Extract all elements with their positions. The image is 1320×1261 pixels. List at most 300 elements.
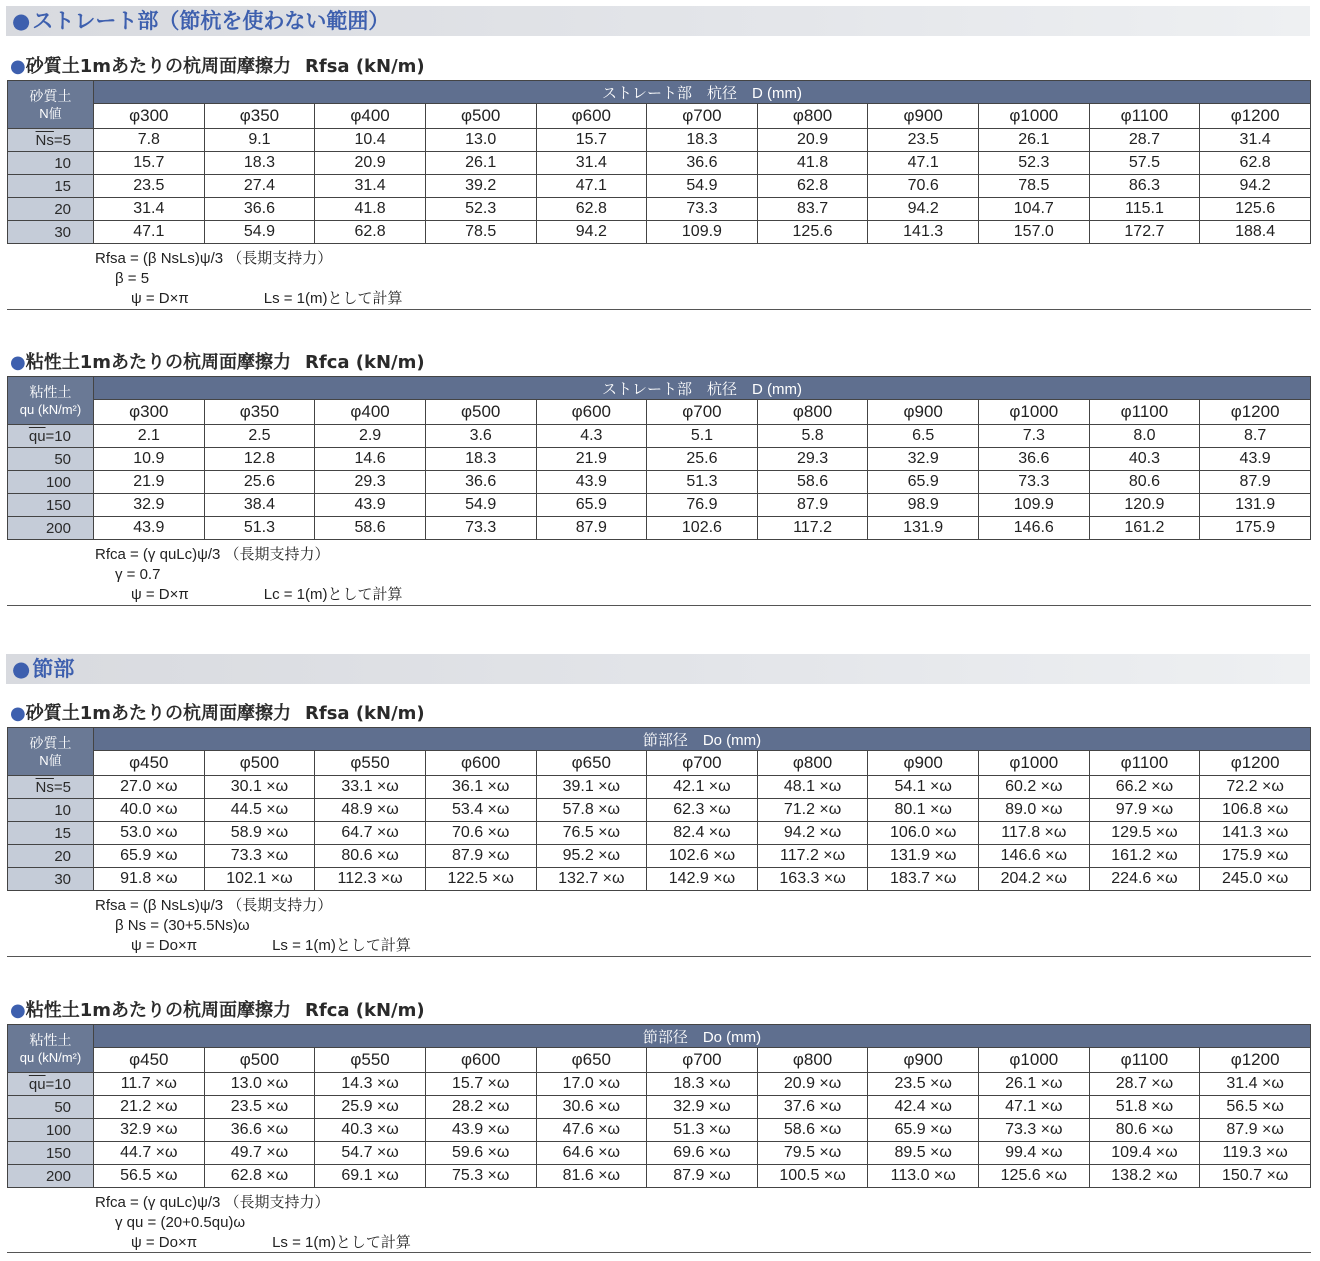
table-cell: 3.6 bbox=[425, 425, 536, 448]
row-label: 15 bbox=[8, 175, 94, 198]
table-cell: 36.6 bbox=[204, 198, 315, 221]
table-cell: 8.0 bbox=[1089, 425, 1200, 448]
table-cell: 40.0 ×ω bbox=[94, 799, 205, 822]
table-row bbox=[8, 1142, 1311, 1165]
table-cell: 43.9 bbox=[94, 517, 205, 540]
diameter-header: φ650 bbox=[536, 751, 647, 776]
diameter-header: φ800 bbox=[757, 400, 868, 425]
soil-type-label: 粘性土 bbox=[29, 1031, 72, 1048]
table-cell: 36.6 bbox=[647, 152, 758, 175]
table-cell: 65.9 ×ω bbox=[94, 845, 205, 868]
table-cell: 69.1 ×ω bbox=[315, 1165, 426, 1188]
table-cell: 23.5 bbox=[868, 129, 979, 152]
header-row bbox=[8, 81, 1311, 104]
formula-line: ψ = D×π Ls = 1(m)として計算 bbox=[131, 290, 403, 307]
soil-index-label: N値 bbox=[39, 752, 62, 768]
diameter-header: φ1000 bbox=[979, 400, 1090, 425]
row-label: 50 bbox=[8, 448, 94, 471]
table-cell: 36.6 bbox=[425, 471, 536, 494]
table-cell: 43.9 bbox=[536, 471, 647, 494]
table-cell: 76.5 ×ω bbox=[536, 822, 647, 845]
table-cell: 26.1 bbox=[979, 129, 1090, 152]
table-cell: 54.7 ×ω bbox=[315, 1142, 426, 1165]
header-row bbox=[8, 377, 1311, 400]
table-cell: 146.6 ×ω bbox=[979, 845, 1090, 868]
bullet-icon: ● bbox=[10, 352, 26, 373]
diameter-header: φ1100 bbox=[1089, 400, 1200, 425]
table-cell: 62.8 bbox=[757, 175, 868, 198]
table-cell: 15.7 ×ω bbox=[425, 1073, 536, 1096]
table-cell: 175.9 ×ω bbox=[1200, 845, 1311, 868]
table-cell: 49.7 ×ω bbox=[204, 1142, 315, 1165]
table-cell: 40.3 bbox=[1089, 448, 1200, 471]
table-cell: 161.2 bbox=[1089, 517, 1200, 540]
table-cell: 70.6 bbox=[868, 175, 979, 198]
table-cell: 47.6 ×ω bbox=[536, 1119, 647, 1142]
table-cell: 94.2 ×ω bbox=[757, 822, 868, 845]
table-cell: 58.6 bbox=[757, 471, 868, 494]
diameter-header: φ1000 bbox=[979, 104, 1090, 129]
table-cell: 2.5 bbox=[204, 425, 315, 448]
formula-line: β Ns = (30+5.5Ns)ω bbox=[115, 917, 250, 934]
table-cell: 39.2 bbox=[425, 175, 536, 198]
table-cell: 73.3 ×ω bbox=[979, 1119, 1090, 1142]
table-cell: 62.8 bbox=[1200, 152, 1311, 175]
diameter-row bbox=[8, 1048, 1311, 1073]
table-cell: 52.3 bbox=[979, 152, 1090, 175]
diameter-header: φ500 bbox=[425, 104, 536, 129]
table-unit: Rfca (kN/m) bbox=[305, 352, 425, 373]
table-title bbox=[10, 55, 425, 79]
table-cell: 5.1 bbox=[647, 425, 758, 448]
table-cell: 14.3 ×ω bbox=[315, 1073, 426, 1096]
diameter-header: φ1100 bbox=[1089, 104, 1200, 129]
table-cell: 58.9 ×ω bbox=[204, 822, 315, 845]
table-cell: 109.9 bbox=[647, 221, 758, 244]
diameter-header: φ400 bbox=[315, 104, 426, 129]
diameter-header: φ500 bbox=[204, 1048, 315, 1073]
row-label: 30 bbox=[8, 868, 94, 891]
table-cell: 18.3 ×ω bbox=[647, 1073, 758, 1096]
diameter-header: φ450 bbox=[94, 751, 205, 776]
table-cell: 73.3 bbox=[647, 198, 758, 221]
table-cell: 94.2 bbox=[536, 221, 647, 244]
table-cell: 64.7 ×ω bbox=[315, 822, 426, 845]
table-row bbox=[8, 1096, 1311, 1119]
table-cell: 32.9 ×ω bbox=[94, 1119, 205, 1142]
table-cell: 141.3 bbox=[868, 221, 979, 244]
bullet-icon: ● bbox=[12, 9, 31, 33]
table-row bbox=[8, 129, 1311, 152]
table-cell: 78.5 bbox=[979, 175, 1090, 198]
table-cell: 56.5 ×ω bbox=[94, 1165, 205, 1188]
table-cell: 70.6 ×ω bbox=[425, 822, 536, 845]
table-cell: 42.4 ×ω bbox=[868, 1096, 979, 1119]
row-header-title bbox=[8, 1025, 94, 1073]
table-cell: 87.9 bbox=[1200, 471, 1311, 494]
table-cell: 163.3 ×ω bbox=[757, 868, 868, 891]
table-cell: 109.9 bbox=[979, 494, 1090, 517]
table-row bbox=[8, 517, 1311, 540]
table-title-text: 砂質土1mあたりの杭周面摩擦力 bbox=[25, 56, 291, 77]
table-cell: 89.5 ×ω bbox=[868, 1142, 979, 1165]
table-cell: 73.3 bbox=[979, 471, 1090, 494]
table-row bbox=[8, 175, 1311, 198]
table-title bbox=[10, 999, 425, 1023]
diameter-row bbox=[8, 751, 1311, 776]
table-cell: 51.3 ×ω bbox=[647, 1119, 758, 1142]
diameter-header: φ800 bbox=[757, 1048, 868, 1073]
table-cell: 51.8 ×ω bbox=[1089, 1096, 1200, 1119]
table-cell: 48.9 ×ω bbox=[315, 799, 426, 822]
table-cell: 73.3 ×ω bbox=[204, 845, 315, 868]
table-cell: 142.9 ×ω bbox=[647, 868, 758, 891]
table-cell: 131.9 bbox=[868, 517, 979, 540]
table-cell: 224.6 ×ω bbox=[1089, 868, 1200, 891]
row-header-title bbox=[8, 377, 94, 425]
table-cell: 65.9 ×ω bbox=[868, 1119, 979, 1142]
table-cell: 86.3 bbox=[1089, 175, 1200, 198]
row-label: 100 bbox=[8, 471, 94, 494]
table-cell: 65.9 bbox=[536, 494, 647, 517]
table-row bbox=[8, 1073, 1311, 1096]
table-cell: 175.9 bbox=[1200, 517, 1311, 540]
table-cell: 72.2 ×ω bbox=[1200, 776, 1311, 799]
table-row bbox=[8, 1119, 1311, 1142]
diameter-header: φ550 bbox=[315, 751, 426, 776]
table-unit: Rfca (kN/m) bbox=[305, 1000, 425, 1021]
bullet-icon: ● bbox=[10, 1000, 26, 1021]
table-cell: 157.0 bbox=[979, 221, 1090, 244]
table-cell: 54.1 ×ω bbox=[868, 776, 979, 799]
diameter-header: φ700 bbox=[647, 104, 758, 129]
table-cell: 83.7 bbox=[757, 198, 868, 221]
diameter-header: φ650 bbox=[536, 1048, 647, 1073]
table-cell: 31.4 bbox=[315, 175, 426, 198]
row-label: 150 bbox=[8, 1142, 94, 1165]
table-cell: 51.3 bbox=[204, 517, 315, 540]
table-cell: 47.1 bbox=[536, 175, 647, 198]
table-cell: 73.3 bbox=[425, 517, 536, 540]
formula-line: ψ = D×π Lc = 1(m)として計算 bbox=[131, 586, 403, 603]
table-row bbox=[8, 448, 1311, 471]
column-group-header: 節部径 Do (mm) bbox=[94, 728, 1311, 751]
table-cell: 43.9 ×ω bbox=[425, 1119, 536, 1142]
table-cell: 5.8 bbox=[757, 425, 868, 448]
diameter-row bbox=[8, 400, 1311, 425]
diameter-header: φ300 bbox=[94, 104, 205, 129]
table-cell: 99.4 ×ω bbox=[979, 1142, 1090, 1165]
table-cell: 29.3 bbox=[315, 471, 426, 494]
table-cell: 11.7 ×ω bbox=[94, 1073, 205, 1096]
diameter-header: φ300 bbox=[94, 400, 205, 425]
diameter-header: φ1200 bbox=[1200, 400, 1311, 425]
table-cell: 26.1 bbox=[425, 152, 536, 175]
row-label: 200 bbox=[8, 517, 94, 540]
diameter-header: φ600 bbox=[536, 400, 647, 425]
diameter-header: φ1200 bbox=[1200, 751, 1311, 776]
diameter-header: φ1100 bbox=[1089, 751, 1200, 776]
section-heading-straight: ●ストレート部（節杭を使わない範囲） bbox=[6, 6, 1310, 36]
formula-line: Rfca = (γ quLc)ψ/3 （長期支持力） bbox=[95, 546, 330, 563]
formula-line: β = 5 bbox=[115, 270, 150, 287]
table-cell: 106.0 ×ω bbox=[868, 822, 979, 845]
table-row bbox=[8, 425, 1311, 448]
diameter-header: φ800 bbox=[757, 104, 868, 129]
soil-type-label: 砂質土 bbox=[29, 734, 72, 751]
table-cell: 62.8 bbox=[315, 221, 426, 244]
table-cell: 52.3 bbox=[425, 198, 536, 221]
table-cell: 97.9 ×ω bbox=[1089, 799, 1200, 822]
diameter-header: φ1100 bbox=[1089, 1048, 1200, 1073]
table-cell: 32.9 bbox=[94, 494, 205, 517]
table-cell: 102.1 ×ω bbox=[204, 868, 315, 891]
table-cell: 120.9 bbox=[1089, 494, 1200, 517]
formula-line: γ qu = (20+0.5qu)ω bbox=[115, 1214, 246, 1231]
column-group-header: ストレート部 杭径 D (mm) bbox=[94, 377, 1311, 400]
table-cell: 87.9 ×ω bbox=[647, 1165, 758, 1188]
table-cell: 28.7 bbox=[1089, 129, 1200, 152]
table-cell: 76.9 bbox=[647, 494, 758, 517]
table-cell: 21.9 bbox=[536, 448, 647, 471]
formula-line: Rfca = (γ quLc)ψ/3 （長期支持力） bbox=[95, 1194, 330, 1211]
row-label: $\overline{qu}=10$ bbox=[8, 1073, 94, 1096]
table-cell: 27.4 bbox=[204, 175, 315, 198]
table-cell: 91.8 ×ω bbox=[94, 868, 205, 891]
table-cell: 60.2 ×ω bbox=[979, 776, 1090, 799]
table-cell: 98.9 bbox=[868, 494, 979, 517]
table-cell: 14.6 bbox=[315, 448, 426, 471]
table-cell: 13.0 ×ω bbox=[204, 1073, 315, 1096]
table-cell: 141.3 ×ω bbox=[1200, 822, 1311, 845]
table-cell: 48.1 ×ω bbox=[757, 776, 868, 799]
table-cell: 87.9 ×ω bbox=[425, 845, 536, 868]
section-divider bbox=[7, 605, 1311, 606]
row-label: 100 bbox=[8, 1119, 94, 1142]
diameter-header: φ800 bbox=[757, 751, 868, 776]
table-cell: 43.9 bbox=[1200, 448, 1311, 471]
soil-index-label: qu (kN/m²) bbox=[19, 401, 82, 417]
table-title-text: 砂質土1mあたりの杭周面摩擦力 bbox=[25, 703, 291, 724]
table-cell: 131.9 bbox=[1200, 494, 1311, 517]
table-cell: 38.4 bbox=[204, 494, 315, 517]
table-cell: 57.8 ×ω bbox=[536, 799, 647, 822]
diameter-header: φ1000 bbox=[979, 1048, 1090, 1073]
diameter-header: φ1200 bbox=[1200, 104, 1311, 129]
diameter-header: φ900 bbox=[868, 104, 979, 129]
table-cell: 23.5 bbox=[94, 175, 205, 198]
row-label: 150 bbox=[8, 494, 94, 517]
table-cell: 37.6 ×ω bbox=[757, 1096, 868, 1119]
formula-line: γ = 0.7 bbox=[115, 566, 161, 583]
column-group-header: ストレート部 杭径 D (mm) bbox=[94, 81, 1311, 104]
table-cell: 12.8 bbox=[204, 448, 315, 471]
formula-line: ψ = Do×π Ls = 1(m)として計算 bbox=[131, 1234, 411, 1251]
friction-table bbox=[7, 727, 1311, 891]
diameter-header: φ700 bbox=[647, 751, 758, 776]
table-row bbox=[8, 845, 1311, 868]
table-cell: 80.6 ×ω bbox=[1089, 1119, 1200, 1142]
table-cell: 30.6 ×ω bbox=[536, 1096, 647, 1119]
table-cell: 131.9 ×ω bbox=[868, 845, 979, 868]
diameter-header: φ500 bbox=[425, 400, 536, 425]
table-cell: 18.3 bbox=[204, 152, 315, 175]
table-cell: 117.2 bbox=[757, 517, 868, 540]
diameter-header: φ350 bbox=[204, 400, 315, 425]
table-cell: 81.6 ×ω bbox=[536, 1165, 647, 1188]
table-cell: 117.8 ×ω bbox=[979, 822, 1090, 845]
table-row bbox=[8, 198, 1311, 221]
table-cell: 44.7 ×ω bbox=[94, 1142, 205, 1165]
table-cell: 119.3 ×ω bbox=[1200, 1142, 1311, 1165]
table-row bbox=[8, 822, 1311, 845]
table-cell: 47.1 bbox=[868, 152, 979, 175]
table-cell: 204.2 ×ω bbox=[979, 868, 1090, 891]
diameter-header: φ700 bbox=[647, 400, 758, 425]
table-cell: 122.5 ×ω bbox=[425, 868, 536, 891]
section-divider bbox=[7, 309, 1311, 310]
section-divider bbox=[7, 956, 1311, 957]
table-cell: 47.1 ×ω bbox=[979, 1096, 1090, 1119]
table-cell: 125.6 bbox=[1200, 198, 1311, 221]
table-cell: 113.0 ×ω bbox=[868, 1165, 979, 1188]
row-label: 15 bbox=[8, 822, 94, 845]
table-cell: 161.2 ×ω bbox=[1089, 845, 1200, 868]
row-label: $\overline{qu}=10$ bbox=[8, 425, 94, 448]
table-cell: 104.7 bbox=[979, 198, 1090, 221]
diameter-header: φ700 bbox=[647, 1048, 758, 1073]
diameter-header: φ900 bbox=[868, 751, 979, 776]
soil-type-label: 粘性土 bbox=[29, 383, 72, 400]
row-label: 50 bbox=[8, 1096, 94, 1119]
table-title-text: 粘性土1mあたりの杭周面摩擦力 bbox=[25, 1000, 291, 1021]
row-label: 20 bbox=[8, 198, 94, 221]
table-cell: 33.1 ×ω bbox=[315, 776, 426, 799]
table-cell: 117.2 ×ω bbox=[757, 845, 868, 868]
table-cell: 66.2 ×ω bbox=[1089, 776, 1200, 799]
table-cell: 125.6 bbox=[757, 221, 868, 244]
table-cell: 31.4 bbox=[94, 198, 205, 221]
soil-index-label: N値 bbox=[39, 105, 62, 121]
table-cell: 94.2 bbox=[868, 198, 979, 221]
formula-line: Rfsa = (β NsLs)ψ/3 （長期支持力） bbox=[95, 897, 333, 914]
table-cell: 2.1 bbox=[94, 425, 205, 448]
table-cell: 87.9 ×ω bbox=[1200, 1119, 1311, 1142]
table-cell: 41.8 bbox=[315, 198, 426, 221]
table-cell: 43.9 bbox=[315, 494, 426, 517]
table-cell: 172.7 bbox=[1089, 221, 1200, 244]
table-cell: 17.0 ×ω bbox=[536, 1073, 647, 1096]
table-cell: 100.5 ×ω bbox=[757, 1165, 868, 1188]
table-cell: 25.9 ×ω bbox=[315, 1096, 426, 1119]
table-row bbox=[8, 471, 1311, 494]
table-cell: 31.4 ×ω bbox=[1200, 1073, 1311, 1096]
table-cell: 64.6 ×ω bbox=[536, 1142, 647, 1165]
header-row bbox=[8, 728, 1311, 751]
table-row bbox=[8, 221, 1311, 244]
table-unit: Rfsa (kN/m) bbox=[305, 703, 425, 724]
table-cell: 36.6 ×ω bbox=[204, 1119, 315, 1142]
table-cell: 18.3 bbox=[647, 129, 758, 152]
row-label: 10 bbox=[8, 152, 94, 175]
table-title-text: 粘性土1mあたりの杭周面摩擦力 bbox=[25, 352, 291, 373]
table-cell: 10.9 bbox=[94, 448, 205, 471]
table-cell: 15.7 bbox=[536, 129, 647, 152]
table-row bbox=[8, 1165, 1311, 1188]
diameter-header: φ600 bbox=[536, 104, 647, 129]
table-cell: 36.1 ×ω bbox=[425, 776, 536, 799]
table-cell: 80.6 ×ω bbox=[315, 845, 426, 868]
table-cell: 58.6 ×ω bbox=[757, 1119, 868, 1142]
table-cell: 112.3 ×ω bbox=[315, 868, 426, 891]
row-label: $\overline{Ns}=5$ bbox=[8, 776, 94, 799]
table-title bbox=[10, 702, 425, 726]
table-cell: 94.2 bbox=[1200, 175, 1311, 198]
table-cell: 79.5 ×ω bbox=[757, 1142, 868, 1165]
row-label: 20 bbox=[8, 845, 94, 868]
row-label: $\overline{Ns}=5$ bbox=[8, 129, 94, 152]
section-heading-node: ●節部 bbox=[6, 654, 1310, 684]
row-header-title bbox=[8, 81, 94, 129]
table-cell: 102.6 ×ω bbox=[647, 845, 758, 868]
table-cell: 21.2 ×ω bbox=[94, 1096, 205, 1119]
diameter-header: φ1000 bbox=[979, 751, 1090, 776]
diameter-header: φ500 bbox=[204, 751, 315, 776]
table-cell: 102.6 bbox=[647, 517, 758, 540]
diameter-header: φ350 bbox=[204, 104, 315, 129]
table-cell: 36.6 bbox=[979, 448, 1090, 471]
bullet-icon: ● bbox=[10, 703, 26, 724]
table-row bbox=[8, 776, 1311, 799]
table-cell: 80.1 ×ω bbox=[868, 799, 979, 822]
table-cell: 54.9 bbox=[647, 175, 758, 198]
table-cell: 6.5 bbox=[868, 425, 979, 448]
table-cell: 53.4 ×ω bbox=[425, 799, 536, 822]
table-cell: 57.5 bbox=[1089, 152, 1200, 175]
friction-table bbox=[7, 80, 1311, 244]
friction-table bbox=[7, 376, 1311, 540]
table-cell: 7.3 bbox=[979, 425, 1090, 448]
table-cell: 20.9 ×ω bbox=[757, 1073, 868, 1096]
table-cell: 245.0 ×ω bbox=[1200, 868, 1311, 891]
row-label: 30 bbox=[8, 221, 94, 244]
table-cell: 75.3 ×ω bbox=[425, 1165, 536, 1188]
table-unit: Rfsa (kN/m) bbox=[305, 56, 425, 77]
friction-table bbox=[7, 1024, 1311, 1188]
table-cell: 80.6 bbox=[1089, 471, 1200, 494]
table-cell: 59.6 ×ω bbox=[425, 1142, 536, 1165]
diameter-header: φ400 bbox=[315, 400, 426, 425]
row-label: 200 bbox=[8, 1165, 94, 1188]
table-cell: 30.1 ×ω bbox=[204, 776, 315, 799]
table-cell: 25.6 bbox=[647, 448, 758, 471]
table-cell: 9.1 bbox=[204, 129, 315, 152]
table-cell: 23.5 ×ω bbox=[204, 1096, 315, 1119]
table-cell: 138.2 ×ω bbox=[1089, 1165, 1200, 1188]
column-group-header: 節部径 Do (mm) bbox=[94, 1025, 1311, 1048]
table-cell: 20.9 bbox=[757, 129, 868, 152]
table-cell: 71.2 ×ω bbox=[757, 799, 868, 822]
table-cell: 132.7 ×ω bbox=[536, 868, 647, 891]
table-row bbox=[8, 799, 1311, 822]
table-cell: 78.5 bbox=[425, 221, 536, 244]
table-cell: 87.9 bbox=[757, 494, 868, 517]
row-header-title bbox=[8, 728, 94, 776]
formula-line: ψ = Do×π Ls = 1(m)として計算 bbox=[131, 937, 411, 954]
section-divider bbox=[7, 1252, 1311, 1253]
table-cell: 188.4 bbox=[1200, 221, 1311, 244]
diameter-header: φ600 bbox=[425, 751, 536, 776]
